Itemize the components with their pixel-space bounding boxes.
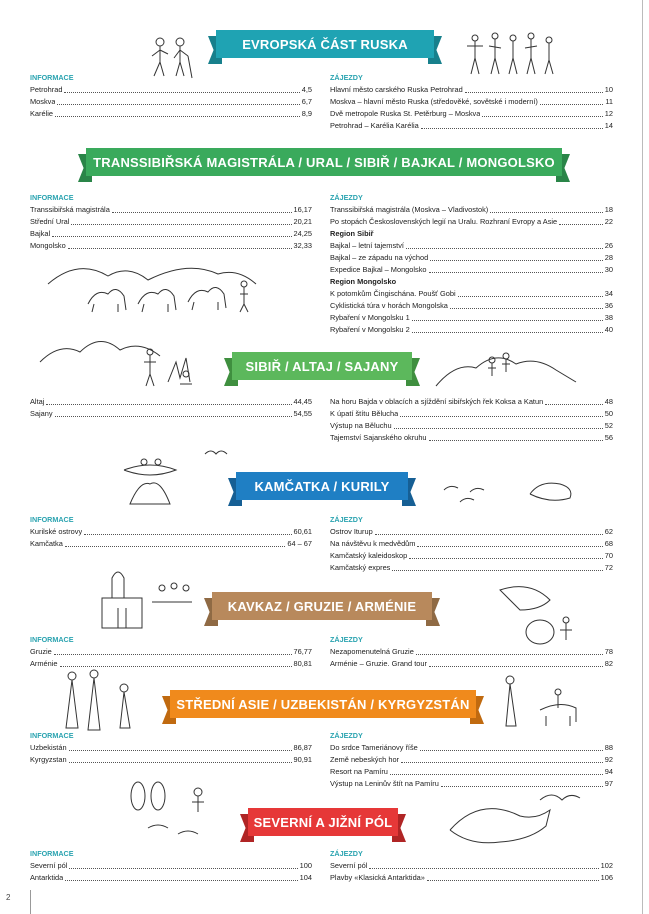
info-heading: INFORMACE	[30, 515, 74, 524]
info-column	[30, 396, 312, 420]
entry-title: Gruzie	[30, 647, 52, 656]
dot-leader	[55, 416, 292, 417]
info-column	[30, 634, 312, 670]
trips-column	[330, 634, 613, 670]
toc-entry[interactable]	[330, 108, 613, 120]
entry-title: Severní pól	[30, 861, 68, 870]
seabird-illustration	[205, 448, 227, 460]
entry-page: 92	[604, 755, 613, 764]
entry-page: 11	[605, 97, 613, 106]
trips-heading: ZÁJEZDY	[330, 849, 363, 858]
entry-page: 88	[604, 743, 613, 752]
entry-page: 48	[604, 397, 613, 406]
entry-title: Transsibiřská magistrála (Moskva – Vladivostok)	[330, 205, 489, 214]
entry-title: Mongolsko	[30, 241, 66, 250]
toc-entry[interactable]	[330, 312, 613, 324]
toc-entry[interactable]	[330, 754, 613, 766]
toc-entry[interactable]	[330, 562, 613, 574]
dot-leader	[400, 416, 603, 417]
toc-entry[interactable]	[330, 300, 613, 312]
entry-page: 6,7	[301, 97, 312, 106]
entry-title: Hlavní město carského Ruska Petrohrad	[330, 85, 463, 94]
toc-entry[interactable]	[30, 754, 312, 766]
entry-page: 34	[604, 289, 613, 298]
toc-entry[interactable]	[30, 96, 312, 108]
trips-heading: ZÁJEZDY	[330, 73, 363, 82]
entry-title: Kurilské ostrovy	[30, 527, 83, 536]
entry-title: Plavby «Klasická Antarktida»	[330, 873, 425, 882]
dot-leader	[65, 880, 297, 881]
dot-leader	[406, 248, 603, 249]
entry-page: 22	[604, 217, 613, 226]
entry-title: Moskva	[30, 97, 56, 106]
dot-leader	[69, 868, 297, 869]
section-title: SEVERNÍ A JIŽNÍ PÓL	[253, 814, 393, 830]
entry-page: 26	[604, 241, 613, 250]
dot-leader	[429, 272, 603, 273]
section-title: EVROPSKÁ ČÁST RUSKA	[242, 36, 408, 52]
section-title: SIBIŘ / ALTAJ / SAJANY	[245, 358, 399, 374]
entry-page: 36	[604, 301, 613, 310]
dot-leader	[69, 750, 292, 751]
entry-page: 40	[604, 325, 613, 334]
toc-entry[interactable]	[330, 288, 613, 300]
entry-page: 4,5	[301, 85, 312, 94]
entry-page: 8,9	[301, 109, 312, 118]
toc-entry[interactable]	[30, 408, 312, 420]
section-banner	[216, 30, 434, 58]
monastery-feast-illustration	[92, 558, 192, 630]
dot-leader	[450, 308, 603, 309]
trips-column	[330, 72, 613, 132]
dot-leader	[392, 570, 602, 571]
toc-entry[interactable]	[30, 216, 312, 228]
climbers-mountain-illustration	[436, 342, 576, 392]
entry-page: 80,81	[293, 659, 312, 668]
boat-rowers-illustration	[120, 450, 180, 510]
entry-title: K úpatí štítu Bělucha	[330, 409, 399, 418]
entry-title: Na horu Bajda v oblacích a sjíždění sibiřských řek Koksa a Katun	[330, 397, 544, 406]
dot-leader	[375, 534, 603, 535]
toc-entry[interactable]	[330, 550, 613, 562]
dot-leader	[490, 212, 603, 213]
entry-page: 86,87	[293, 743, 312, 752]
entry-title: K potomkům Čingischána. Poušť Gobi	[330, 289, 456, 298]
entry-title: Tajemství Sajanského okruhu	[330, 433, 427, 442]
entry-title: Uzbekistán	[30, 743, 67, 752]
mountains-campfire-illustration	[40, 322, 200, 392]
entry-title: Arménie	[30, 659, 58, 668]
dot-leader	[46, 404, 291, 405]
dot-leader	[112, 212, 292, 213]
dot-leader	[559, 224, 603, 225]
entry-title: Bajkal – ze západu na východ	[330, 253, 429, 262]
info-heading: INFORMACE	[30, 635, 74, 644]
dot-leader	[429, 666, 603, 667]
toc-entry[interactable]	[30, 84, 312, 96]
dot-leader	[429, 440, 603, 441]
dot-leader	[390, 774, 603, 775]
entry-page: 60,61	[293, 527, 312, 536]
dot-leader	[412, 332, 603, 333]
section-title: KAVKAZ / GRUZIE / ARMÉNIE	[227, 598, 417, 614]
entry-title: Kamčatský expres	[330, 563, 391, 572]
entry-title: Po stopách Československých legií na Uralu. Rozhraní Evropy a Asie	[330, 217, 558, 226]
entry-page: 12	[604, 109, 613, 118]
bear-fish-illustration	[440, 470, 580, 510]
toc-entry[interactable]	[330, 96, 613, 108]
info-heading: INFORMACE	[30, 193, 74, 202]
dot-leader	[458, 296, 603, 297]
toc-entry[interactable]	[30, 658, 312, 670]
entry-page: 68	[604, 539, 613, 548]
donkey-rider-illustration	[500, 670, 580, 730]
entry-title: Kamčatka	[30, 539, 63, 548]
entry-title: Karélie	[30, 109, 54, 118]
toc-entry[interactable]	[330, 526, 613, 538]
toc-entry[interactable]	[330, 396, 613, 408]
entry-page: 14	[604, 121, 613, 130]
entry-title: Nezapomenutelná Gruzie	[330, 647, 414, 656]
entry-title: Střední Ural	[30, 217, 70, 226]
info-column	[30, 72, 312, 120]
entry-page: 82	[604, 659, 613, 668]
entry-title: Moskva – hlavní město Ruska (středověké, sovětské i moderní)	[330, 97, 538, 106]
section-banner	[212, 592, 432, 620]
entry-page: 64 – 67	[287, 539, 312, 548]
toc-entry[interactable]	[330, 408, 613, 420]
entry-page: 20,21	[293, 217, 312, 226]
toc-entry[interactable]	[30, 204, 312, 216]
entry-page: 30	[604, 265, 613, 274]
trips-heading: ZÁJEZDY	[330, 731, 363, 740]
dot-leader	[57, 104, 299, 105]
entry-title: Resort na Pamíru	[330, 767, 388, 776]
trips-column	[330, 514, 613, 574]
entry-page: 104	[299, 873, 312, 882]
entry-page: 62	[604, 527, 613, 536]
section-banner	[232, 352, 412, 380]
entry-title: Výstup na Běluchu	[330, 421, 392, 430]
trips-column	[330, 396, 613, 444]
entry-page: 16,17	[293, 205, 312, 214]
section-banner	[86, 148, 562, 176]
toc-entry[interactable]	[30, 646, 312, 658]
dot-leader	[441, 786, 603, 787]
toc-entry[interactable]	[330, 420, 613, 432]
entry-title: Petrohrad – Karélia Karélia	[330, 121, 419, 130]
dot-leader	[394, 428, 603, 429]
dot-leader	[420, 750, 603, 751]
trips-column	[330, 192, 613, 336]
entry-title: Expedice Bajkal – Mongolsko	[330, 265, 427, 274]
entry-page: 32,33	[293, 241, 312, 250]
entry-title: Arménie – Gruzie. Grand tour	[330, 659, 427, 668]
toc-entry[interactable]	[330, 860, 613, 872]
dot-leader	[409, 558, 603, 559]
toc-entry[interactable]	[30, 742, 312, 754]
entry-page: 106	[600, 873, 613, 882]
section-banner	[236, 472, 408, 500]
toc-entry[interactable]	[330, 216, 613, 228]
entry-page: 102	[600, 861, 613, 870]
info-heading: INFORMACE	[30, 849, 74, 858]
dot-leader	[482, 116, 602, 117]
dot-leader	[421, 128, 603, 129]
entry-page: 100	[299, 861, 312, 870]
info-heading: INFORMACE	[30, 731, 74, 740]
entry-page: 54,55	[293, 409, 312, 418]
entry-page: 76,77	[293, 647, 312, 656]
camel-caravan-illustration	[48, 254, 256, 316]
dot-leader	[65, 546, 285, 547]
entry-page: 18	[604, 205, 613, 214]
toc-entry[interactable]	[330, 432, 613, 444]
dot-leader	[430, 260, 603, 261]
region-subheading: Region Sibiř	[330, 229, 374, 238]
toc-entry[interactable]	[330, 658, 613, 670]
info-heading: INFORMACE	[30, 73, 74, 82]
toc-entry[interactable]	[330, 264, 613, 276]
entry-title: Dvě metropole Ruska St. Petěrburg – Moskva	[330, 109, 481, 118]
info-column	[30, 848, 312, 884]
dot-leader	[54, 654, 292, 655]
entry-page: 90,91	[293, 755, 312, 764]
dot-leader	[412, 320, 603, 321]
entry-page: 97	[604, 779, 613, 788]
toc-entry[interactable]	[30, 872, 312, 884]
entry-title: Bajkal – letní tajemství	[330, 241, 404, 250]
toc-entry[interactable]	[330, 204, 613, 216]
dot-leader	[68, 248, 292, 249]
entry-title: Výstup na Leninův štít na Pamíru	[330, 779, 439, 788]
trips-heading: ZÁJEZDY	[330, 515, 363, 524]
entry-title: Cyklistická túra v horách Mongolska	[330, 301, 448, 310]
toc-entry[interactable]	[30, 108, 312, 120]
entry-page: 10	[604, 85, 613, 94]
dot-leader	[71, 224, 291, 225]
dot-leader	[84, 534, 291, 535]
dot-leader	[540, 104, 603, 105]
left-footer-rule	[30, 890, 31, 914]
entry-title: Petrohrad	[30, 85, 63, 94]
trips-heading: ZÁJEZDY	[330, 635, 363, 644]
toc-entry[interactable]	[330, 252, 613, 264]
toc-entry[interactable]	[330, 120, 613, 132]
toc-entry[interactable]	[30, 240, 312, 252]
entry-page: 38	[604, 313, 613, 322]
region-subheading: Region Mongolsko	[330, 277, 397, 286]
entry-title: Severní pól	[330, 861, 368, 870]
entry-page: 94	[604, 767, 613, 776]
entry-page: 50	[604, 409, 613, 418]
entry-title: Kamčatský kaleidoskop	[330, 551, 408, 560]
entry-page: 52	[604, 421, 613, 430]
toc-entry[interactable]	[330, 324, 613, 336]
section-title: KAMČATKA / KURILY	[254, 478, 390, 494]
dot-leader	[401, 762, 603, 763]
trips-heading: ZÁJEZDY	[330, 193, 363, 202]
dot-leader	[60, 666, 292, 667]
info-column	[30, 514, 312, 550]
toc-entry[interactable]	[330, 240, 613, 252]
trips-column	[330, 848, 613, 884]
entry-title: Ostrov Iturup	[330, 527, 373, 536]
trips-column	[330, 730, 613, 790]
entry-page: 56	[604, 433, 613, 442]
toc-entry[interactable]	[30, 538, 312, 550]
dot-leader	[427, 880, 599, 881]
dot-leader	[369, 868, 598, 869]
entry-title: Rybaření v Mongolsku 2	[330, 325, 410, 334]
entry-page: 28	[604, 253, 613, 262]
dot-leader	[52, 236, 291, 237]
toc-entry[interactable]	[330, 872, 613, 884]
entry-page: 70	[604, 551, 613, 560]
toc-entry[interactable]	[330, 766, 613, 778]
toc-entry[interactable]	[30, 526, 312, 538]
section-title: STŘEDNÍ ASIE / UZBEKISTÁN / KYRGYZSTÁN	[176, 696, 470, 712]
section-banner	[248, 808, 398, 836]
page-number: 2	[6, 893, 11, 902]
dot-leader	[55, 116, 300, 117]
entry-title: Země nebeských hor	[330, 755, 400, 764]
uzbek-people-illustration	[60, 668, 150, 738]
dot-leader	[416, 654, 603, 655]
info-column	[30, 730, 312, 766]
toc-entry[interactable]	[330, 646, 613, 658]
entry-page: 72	[604, 563, 613, 572]
toc-entry[interactable]	[30, 396, 312, 408]
info-column	[30, 192, 312, 252]
entry-title: Altaj	[30, 397, 45, 406]
section-banner	[170, 690, 476, 718]
entry-page: 78	[604, 647, 613, 656]
penguins-illustration	[118, 776, 228, 840]
right-edge-rule	[642, 0, 643, 914]
dot-leader	[465, 92, 603, 93]
entry-title: Rybaření v Mongolsku 1	[330, 313, 410, 322]
entry-title: Bajkal	[30, 229, 51, 238]
entry-title: Transsibiřská magistrála	[30, 205, 110, 214]
entry-title: Na návštěvu k medvědům	[330, 539, 416, 548]
entry-title: Antarktida	[30, 873, 64, 882]
toc-entry[interactable]	[330, 778, 613, 790]
toc-entry[interactable]	[30, 228, 312, 240]
toc-entry[interactable]	[30, 860, 312, 872]
entry-title: Sajany	[30, 409, 53, 418]
toc-entry[interactable]	[330, 84, 613, 96]
dot-leader	[545, 404, 603, 405]
toc-entry[interactable]	[330, 742, 613, 754]
toc-entry[interactable]	[330, 538, 613, 550]
dot-leader	[64, 92, 299, 93]
entry-title: Kyrgyzstan	[30, 755, 67, 764]
dot-leader	[417, 546, 602, 547]
dot-leader	[69, 762, 292, 763]
entry-page: 44,45	[293, 397, 312, 406]
entry-page: 24,25	[293, 229, 312, 238]
section-title: TRANSSIBIŘSKÁ MAGISTRÁLA / URAL / SIBIŘ / BAJKAL / MONGOLSKO	[93, 154, 555, 170]
entry-title: Do srdce Tameriánovy říše	[330, 743, 418, 752]
